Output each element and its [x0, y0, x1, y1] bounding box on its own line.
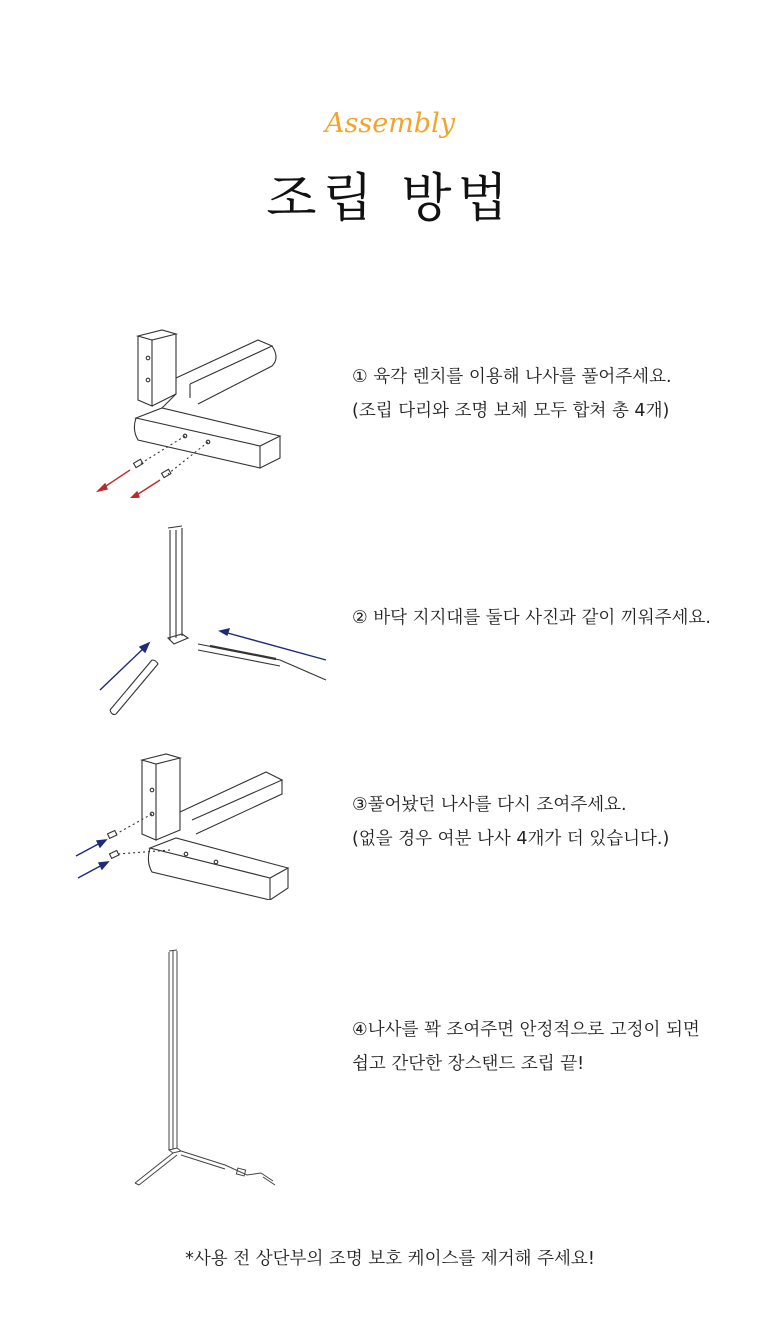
step-4 — [0, 945, 780, 1195]
step-3-line-1: ③풀어놨던 나사를 다시 조여주세요. — [352, 795, 627, 815]
step-1-text — [352, 360, 672, 428]
assembly-script-title: Assembly — [325, 108, 455, 139]
assembled-floor-lamp-icon — [125, 945, 285, 1195]
step-3-text — [352, 788, 669, 856]
step-1 — [0, 300, 780, 510]
step-2-line-1: ② 바닥 지지대를 둘다 사진과 같이 끼워주세요. — [352, 608, 711, 628]
step-3-line-2: (없을 경우 여분 나사 4개가 더 있습니다.) — [352, 829, 670, 849]
step-3 — [0, 740, 780, 940]
step-1-line-2: (조립 다리와 조명 보체 모두 합쳐 총 4개) — [352, 401, 670, 421]
step-4-line-2: 쉽고 간단한 장스탠드 조립 끝! — [352, 1054, 585, 1074]
step-4-line-1: ④나사를 꽉 조여주면 안정적으로 고정이 되면 — [352, 1020, 700, 1040]
footer-note: *사용 전 상단부의 조명 보호 케이스를 제거해 주세요! — [185, 1249, 595, 1269]
step-2 — [0, 515, 780, 715]
step-1-line-1: ① 육각 렌치를 이용해 나사를 풀어주세요. — [352, 367, 672, 387]
step-4-text — [352, 1013, 700, 1081]
step-2-text — [352, 601, 711, 635]
leg-joint-screws-inserted-icon — [70, 750, 300, 900]
page-title: 조립 방법 — [266, 169, 514, 229]
base-support-insert-icon — [90, 520, 330, 720]
leg-joint-screws-removed-icon — [90, 318, 300, 498]
